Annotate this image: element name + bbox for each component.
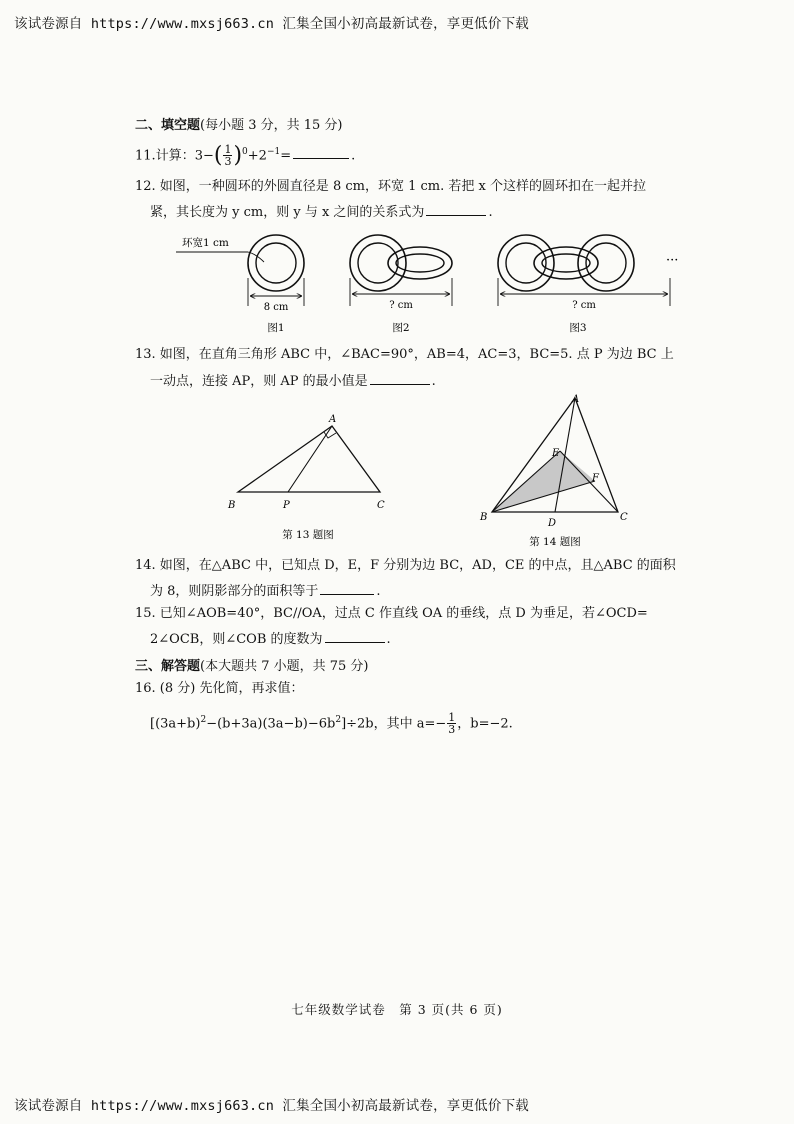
- q14-label-a: A: [572, 394, 580, 405]
- q13-line-1: 13. 如图，在直角三角形 ABC 中，∠BAC=90°，AB=4，AC=3，BC=5. 点 P 为边 BC 上: [135, 347, 674, 362]
- ring-width-leader-line: [176, 252, 264, 262]
- q16-expr-part-b: −(b+3a)(3a−b)−6b: [206, 716, 336, 732]
- question-11: [135, 142, 355, 167]
- section-3-title: 三、解答题: [135, 659, 201, 674]
- q12-line-2: [150, 202, 493, 223]
- q11-fraction: [223, 144, 232, 167]
- q12-answer-blank[interactable]: [426, 202, 486, 216]
- q11-text: 计算：3−: [155, 148, 214, 164]
- fig2-rings: [350, 235, 452, 291]
- fig1-dimension-label: 8 cm: [263, 302, 289, 313]
- q11-frac-num: 1: [224, 143, 232, 157]
- q13-label-a: A: [329, 414, 337, 425]
- q11-exponent: −1: [266, 147, 281, 157]
- q13-segment-ap: [288, 426, 332, 492]
- section-2-title: 二、填空题: [135, 118, 201, 133]
- q11-text-b: +2: [247, 148, 267, 164]
- q11-frac-den: 3: [224, 155, 232, 169]
- q11-answer-blank[interactable]: [293, 145, 349, 159]
- q11-lparen: (: [213, 142, 223, 168]
- q11-equals: =: [280, 148, 292, 164]
- q13-text: 一动点，连接 AP，则 AP 的最小值是: [150, 374, 368, 389]
- fig1-ring: [248, 235, 304, 291]
- q14-label-b: B: [480, 512, 488, 523]
- q14-triangle-figure: [470, 388, 640, 548]
- fig3-caption: 图3: [569, 322, 587, 334]
- q13-end: .: [431, 374, 436, 389]
- q14-caption: 第 14 题图: [529, 536, 581, 548]
- q16-frac-den: 3: [448, 723, 456, 737]
- q14-label-d: D: [548, 518, 557, 529]
- q13-answer-blank[interactable]: [370, 371, 430, 385]
- q11-rparen: ): [233, 142, 243, 168]
- section-3-note: (本大题共 7 小题，共 75 分): [200, 659, 369, 674]
- q13-right-angle-mark: [324, 432, 336, 438]
- q15-line-1: 15. 已知∠AOB=40°，BC//OA，过点 C 作直线 OA 的垂线，点 D 为垂足，若∠OCD=: [135, 606, 648, 621]
- q12-text: 紧，其长度为 y cm，则 y 与 x 之间的关系式为: [150, 205, 425, 220]
- q12-line-1: 12. 如图，一种圆环的外圆直径是 8 cm，环宽 1 cm. 若把 x 个这样的圆环扣在一起并拉: [135, 179, 646, 194]
- q14-answer-blank[interactable]: [320, 581, 374, 595]
- q16-frac-num: 1: [448, 711, 456, 725]
- q13-line-2: [150, 371, 436, 392]
- q16-line-1: 16. (8 分) 先化简，再求值：: [135, 681, 304, 696]
- q14-label-c: C: [620, 512, 628, 523]
- q11-exp-zero: 0: [242, 147, 248, 157]
- fig2-caption: 图2: [392, 322, 410, 334]
- section-3-heading: [135, 655, 369, 674]
- page-footer: 七年级数学试卷 第 3 页(共 6 页): [291, 1002, 503, 1017]
- q16-expr-part-c: ]÷2b，其中 a=−: [341, 716, 447, 732]
- q13-label-b: B: [228, 500, 236, 511]
- q14-shaded-region: [492, 451, 595, 512]
- q16-square-2: 2: [335, 715, 342, 725]
- q14-label-e: E: [552, 448, 560, 459]
- q13-label-c: C: [377, 500, 385, 511]
- fig3-ellipsis: ···: [666, 253, 679, 268]
- q14-end: .: [376, 584, 381, 599]
- fig2-dimension-label: ? cm: [389, 300, 413, 311]
- q12-ring-figure: [160, 228, 700, 338]
- q13-triangle-figure: [220, 408, 400, 543]
- q15-answer-blank[interactable]: [325, 629, 385, 643]
- q14-label-f: F: [592, 473, 599, 484]
- q13-triangle-abc: [238, 426, 380, 492]
- q15-line-2: [150, 629, 391, 650]
- fig1-caption: 图1: [267, 322, 285, 334]
- section-2-note: (每小题 3 分，共 15 分): [200, 118, 343, 133]
- fig3-rings: [498, 235, 634, 291]
- top-banner: 该试卷源自 https://www.mxsj663.cn 汇集全国小初高最新试卷，享更低价下载: [14, 16, 529, 32]
- q13-label-p: P: [283, 500, 290, 511]
- q15-end: .: [386, 632, 391, 647]
- bottom-banner: 该试卷源自 https://www.mxsj663.cn 汇集全国小初高最新试卷，享更低价下载: [14, 1098, 529, 1114]
- q11-end: .: [351, 148, 356, 164]
- q16-expr-part-a: [(3a+b): [150, 716, 201, 732]
- q16-fraction: [447, 712, 456, 735]
- q15-text: 2∠OCB，则∠COB 的度数为: [150, 632, 323, 647]
- ring-width-label: 环宽1 cm: [182, 237, 229, 249]
- q16-expr-part-d: ，b=−2.: [457, 716, 513, 732]
- q14-line-1: 14. 如图，在△ABC 中，已知点 D，E，F 分别为边 BC，AD，CE 的中点，且△ABC 的面积: [135, 558, 676, 573]
- q13-caption: 第 13 题图: [282, 529, 334, 541]
- fig3-dimension-label: ? cm: [572, 300, 596, 311]
- section-2-heading: [135, 114, 343, 133]
- q16-answer-area[interactable]: [135, 740, 695, 990]
- q14-line-2: [150, 581, 381, 602]
- q16-square-1: 2: [200, 715, 207, 725]
- q11-number: 11.: [135, 148, 156, 164]
- q16-expression: [150, 710, 513, 735]
- q12-end: .: [488, 205, 493, 220]
- q14-text: 为 8，则阴影部分的面积等于: [150, 584, 319, 599]
